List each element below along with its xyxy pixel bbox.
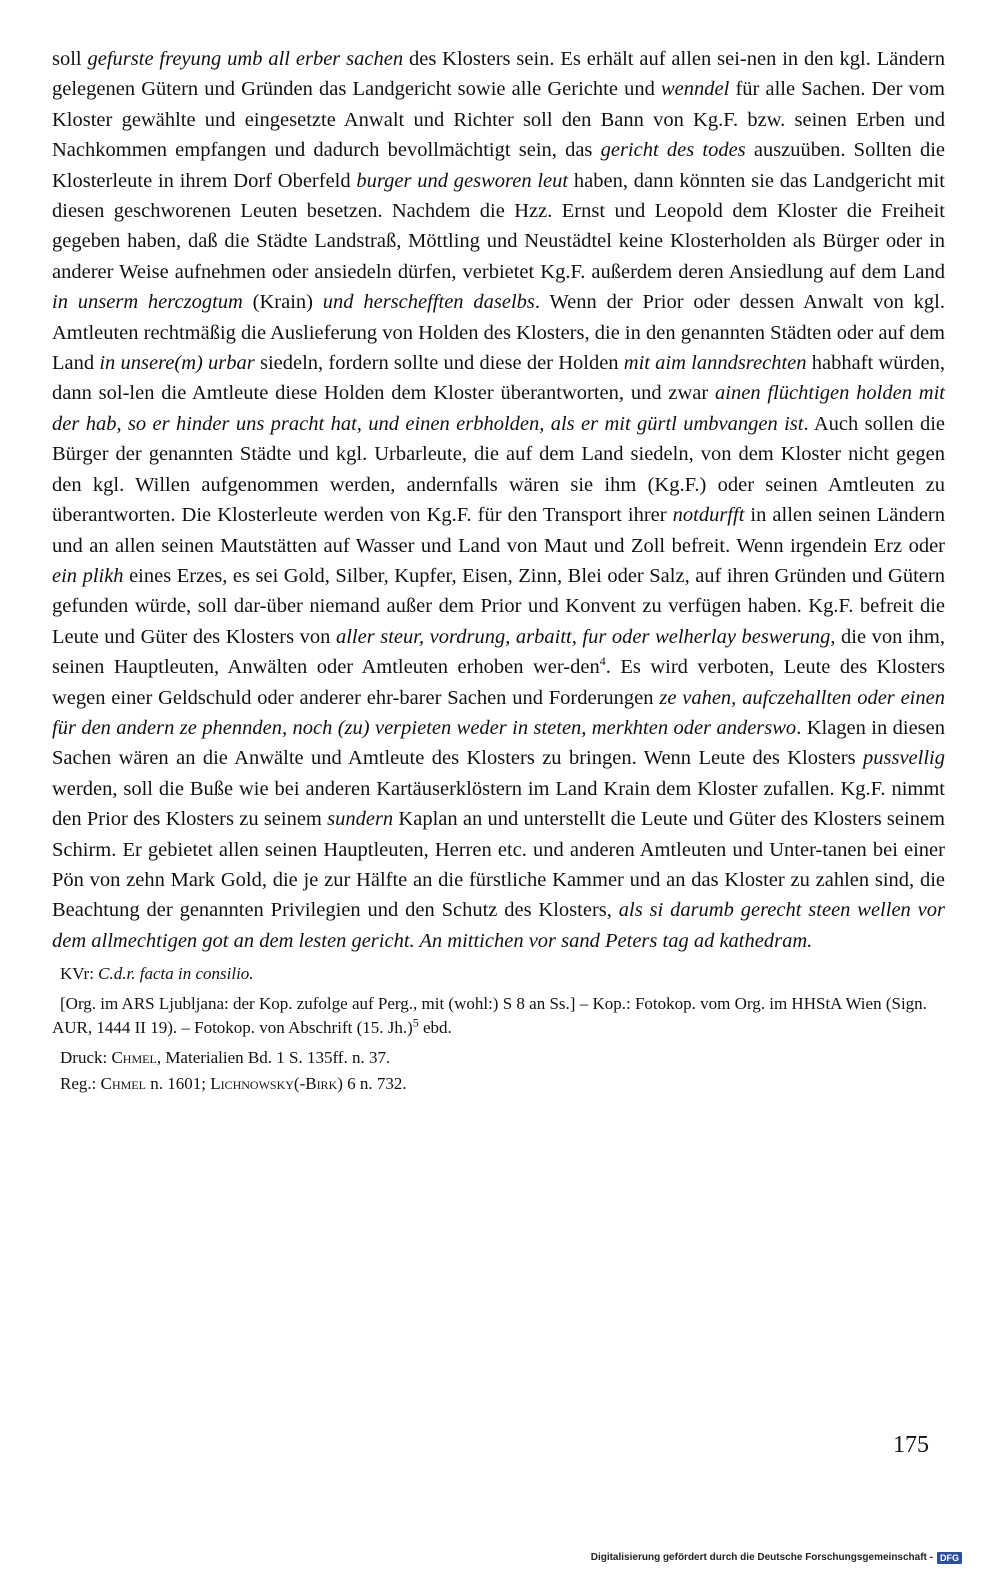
footnote-ref: 4 [599,654,606,669]
quoted-source-text: gericht des todes [600,139,746,162]
text-segment: . Es wird verboten, Leute des Klosters wegen einer Geldschuld oder anderer ehr-barer Sachen und Forderungen [52,656,945,709]
quoted-source-text: mit aim lanndsrechten [623,352,807,375]
quoted-source-text: und herschefften daselbs [322,291,535,314]
druck-note [60,1046,945,1070]
druck-label: Druck: [60,1048,112,1068]
kvr-note [60,962,945,986]
text-segment: eines Erzes, es sei Gold, Silber, Kupfer, Eisen, Zinn, Blei oder Salz, auf ihren Gründen und Gütern gefunden würde, soll dar-über niemand außer dem Prior und Konvent zu verfügen haben. Kg.F. befreit die Leute und Güter des Klosters von [52,564,945,648]
quoted-source-text: wenndel [660,78,730,101]
text-segment: soll [52,48,88,70]
source-note [52,992,945,1040]
reg-author-1: Chmel [100,1074,146,1094]
reg-author-2: Lichnowsky(-Birk) [210,1074,343,1094]
kvr-text: C.d.r. facta in consilio. [98,964,254,984]
footer-text: Digitalisierung gefördert durch die Deutsche Forschungsgemeinschaft - [590,1552,933,1563]
druck-author: Chmel [111,1048,157,1068]
text-segment: in allen seinen Ländern und an allen seinen Mautstätten auf Wasser und Land von Maut und Zoll befreit. Wenn irgendein Erz oder [52,504,945,557]
page-content [52,44,945,1096]
main-paragraph [52,44,945,956]
quoted-source-text: pussvellig [863,747,945,770]
text-segment: werden, soll die Buße wie bei anderen Kartäuserklöstern im Land Krain dem Kloster zufallen. Kg.F. nimmt den Prior des Klosters zu seinem [52,777,945,831]
quoted-source-text: notdurfft [672,504,745,527]
quoted-source-text: sundern [327,808,394,831]
footer-credit [591,1551,962,1565]
text-segment: Kaplan an und unterstellt die Leute und Güter des Klosters seinem Schirm. Er gebietet allen seinen Hauptleuten, Herren etc. und anderen Amtleuten und Unter-tanen bei einer Pön von zehn Mark Gold, die je zur Hälfte an die fürstliche Kammer und an das Kloster zu zahlen sind, die Beachtung der genannten Privilegien und den Schutz des Klosters, [52,808,945,922]
text-segment: (Krain) [242,291,323,314]
text-segment: . Wenn der Prior oder dessen Anwalt von kgl. Amtleuten rechtmäßig die Auslieferung von Holden des Klosters, die in den genannten Städten oder auf dem Land [52,291,945,375]
text-segment: haben, dann könnten sie das Landgericht mit diesen geschworenen Leuten besetzen. Nachdem die Hzz. Ernst und Leopold dem Kloster die Freiheit gegeben haben, daß die Städte Landstraß, Möttling und Neustädtel keine Klosterholden als Bürger oder in anderer Weise aufnehmen oder ansiedeln dürfen, verbietet Kg.F. außerdem deren Ansiedlung auf dem Land [52,169,945,283]
kvr-label: KVr: [60,964,99,984]
text-segment: siedeln, fordern sollte und diese der Holden [254,352,624,375]
quoted-source-text: ainen flüchtigen holden mit der hab, so er hinder uns pracht hat, und einen erbholden, als er mit gürtl umbvangen ist [52,382,945,435]
quoted-source-text: gefurste freyung umb all erber sachen [87,48,404,70]
reg-note [60,1072,945,1096]
dfg-logo-icon: DFG [937,1552,962,1564]
text-segment: des Klosters sein. Es erhält auf allen sei-nen in den kgl. Ländern gelegenen Gütern und Gründen das Landgericht sowie alle Gerichte und [52,48,945,101]
reg-label: Reg.: [60,1074,101,1094]
text-segment: auszuüben. Sollten die Klosterleute in ihrem Dorf Oberfeld [52,139,946,192]
quoted-source-text: burger und gesworen leut [356,169,569,192]
source-end: ebd. [418,1018,452,1038]
reg-text-1: n. 1601; [145,1074,211,1094]
quoted-source-text: als si darumb gerecht steen wellen vor dem allmechtigen got an dem lesten gericht. An mittichen vor sand Peters tag ad kathedram. [52,899,945,952]
text-segment: . Auch sollen die Bürger der genannten Städte und kgl. Urbarleute, die auf dem Land siedeln, von dem Kloster nicht gegen den kgl. Willen aufgenommen werden, andernfalls wären sie ihm (Kg.F.) oder seinen Amtleuten zu überantworten. Die Klosterleute werden von Kg.F. für den Transport ihrer [52,412,945,527]
text-segment: habhaft würden, dann sol-len die Amtleute diese Holden dem Kloster überantworten, und zwar [52,352,946,405]
quoted-source-text: aller steur, vordrung, arbaitt, fur oder welherlay beswerung [335,625,831,648]
reg-text-2: 6 n. 732. [342,1074,407,1094]
quoted-source-text: in unserm herczogtum [52,291,243,314]
quoted-source-text: in unsere(m) urbar [99,352,255,375]
text-segment: für alle Sachen. Der vom Kloster gewählte und eingesetzte Anwalt und Richter soll den Bann von Kg.F. bzw. seinen Erben und Nachkommen empfangen und dadurch bevollmächtigt sein, das [52,78,945,162]
page-number: 175 [893,1432,929,1458]
source-text: [Org. im ARS Ljubljana: der Kop. zufolge auf Perg., mit (wohl:) S 8 an Ss.] – Kop.: Fotokop. vom Org. im HHStA Wien (Sign. AUR, 1444 II 19). – Fotokop. von Abschrift (15. Jh.) [52,994,927,1038]
footnote-ref-5: 5 [412,1015,419,1030]
quoted-source-text: ein plikh [52,564,124,587]
druck-text: , Materialien Bd. 1 S. 135ff. n. 37. [156,1048,391,1068]
quoted-source-text: ze vahen, aufczehallten oder einen für den andern ze phennden, noch (zu) verpieten weder in steten, merkhten oder anderswo [52,686,945,739]
text-segment: . Klagen in diesen Sachen wären an die Anwälte und Amtleute des Klosters zu bringen. Wenn Leute des Klosters [52,716,946,770]
text-segment: , die von ihm, seinen Hauptleuten, Anwälten oder Amtleuten erhoben wer-den [52,625,945,679]
